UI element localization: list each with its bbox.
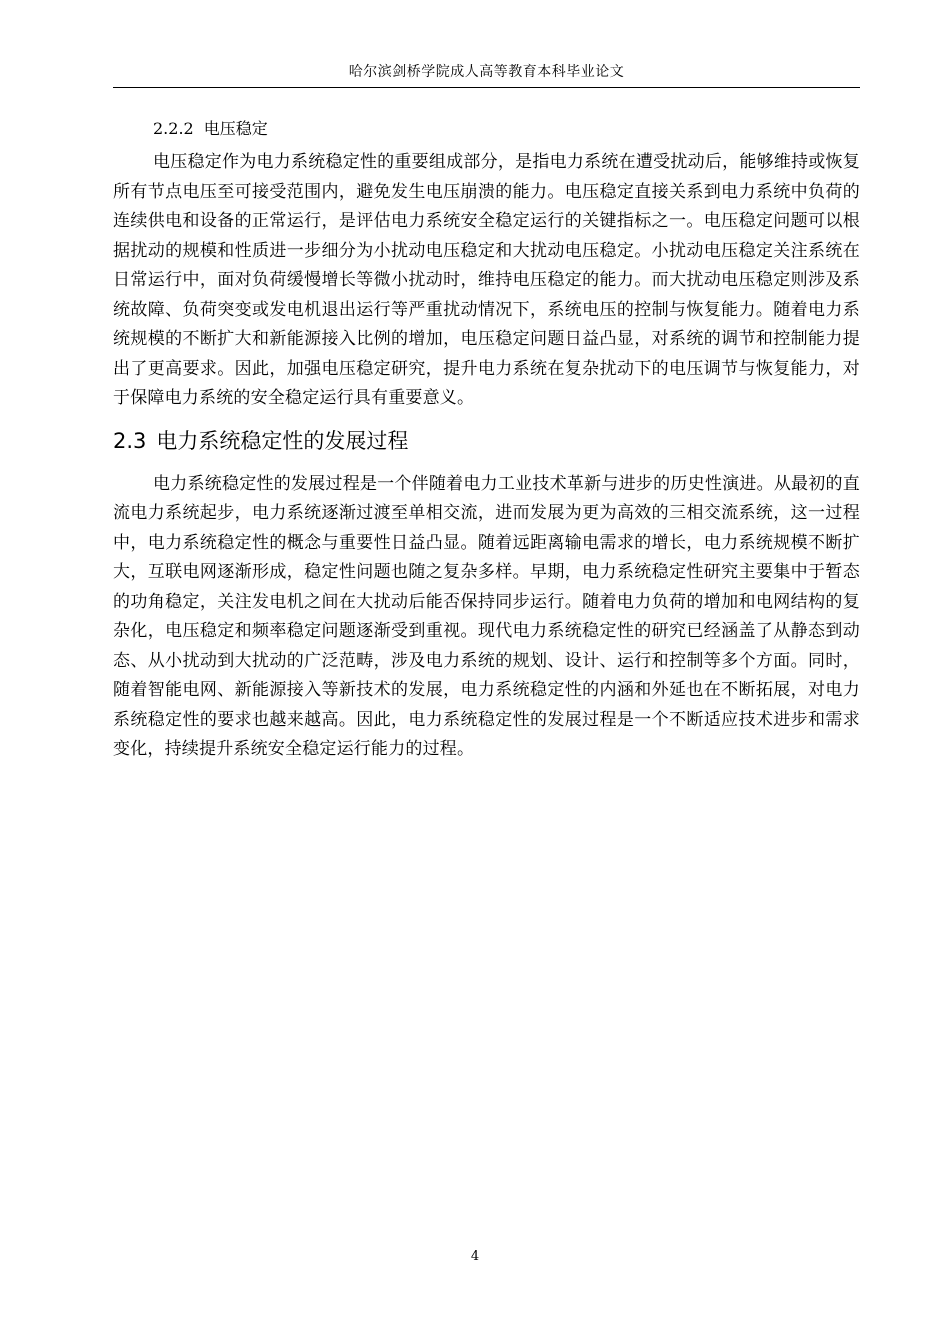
subsection-heading xyxy=(153,116,860,142)
subsection-paragraph: 电压稳定作为电力系统稳定性的重要组成部分，是指电力系统在遭受扰动后，能够维持或恢复所有节点电压至可接受范围内，避免发生电压崩溃的能力。电压稳定直接关系到电力系统中负荷的连续供电和设备的正常运行，是评估电力系统安全稳定运行的关键指标之一。电压稳定问题可以根据扰动的规模和性质进一步细分为小扰动电压稳定和大扰动电压稳定。小扰动电压稳定关注系统在日常运行中，面对负荷缓慢增长等微小扰动时，维持电压稳定的能力。而大扰动电压稳定则涉及系统故障、负荷突变或发电机退出运行等严重扰动情况下，系统电压的控制与恢复能力。随着电力系统规模的不断扩大和新能源接入比例的增加，电压稳定问题日益凸显，对系统的调节和控制能力提出了更高要求。因此，加强电压稳定研究，提升电力系统在复杂扰动下的电压调节与恢复能力，对于保障电力系统的安全稳定运行具有重要意义。 xyxy=(113,152,860,408)
subsection-title: 电压稳定 xyxy=(203,119,268,138)
subsection-number: 2.2.2 xyxy=(153,119,194,138)
header-divider xyxy=(113,87,860,88)
section-heading xyxy=(113,426,860,456)
page-number: 4 xyxy=(470,1249,480,1264)
section-paragraph: 电力系统稳定性的发展过程是一个伴随着电力工业技术革新与进步的历史性演进。从最初的直流电力系统起步，电力系统逐渐过渡至单相交流，进而发展为更为高效的三相交流系统，这一过程中，电力系统稳定性的概念与重要性日益凸显。随着远距离输电需求的增长，电力系统规模不断扩大，互联电网逐渐形成，稳定性问题也随之复杂多样。早期，电力系统稳定性研究主要集中于暂态的功角稳定，关注发电机之间在大扰动后能否保持同步运行。随着电力负荷的增加和电网结构的复杂化，电压稳定和频率稳定问题逐渐受到重视。现代电力系统稳定性的研究已经涵盖了从静态到动态、从小扰动到大扰动的广泛范畴，涉及电力系统的规划、设计、运行和控制等多个方面。同时，随着智能电网、新能源接入等新技术的发展，电力系统稳定性的内涵和外延也在不断拓展，对电力系统稳定性的要求也越来越高。因此，电力系统稳定性的发展过程是一个不断适应技术进步和需求变化，持续提升系统安全稳定运行能力的过程。 xyxy=(113,473,860,759)
page-header: 哈尔滨剑桥学院成人高等教育本科毕业论文 xyxy=(348,64,625,80)
section-title: 电力系统稳定性的发展过程 xyxy=(156,428,409,453)
section-number: 2.3 xyxy=(113,428,147,453)
page-body xyxy=(113,116,860,765)
